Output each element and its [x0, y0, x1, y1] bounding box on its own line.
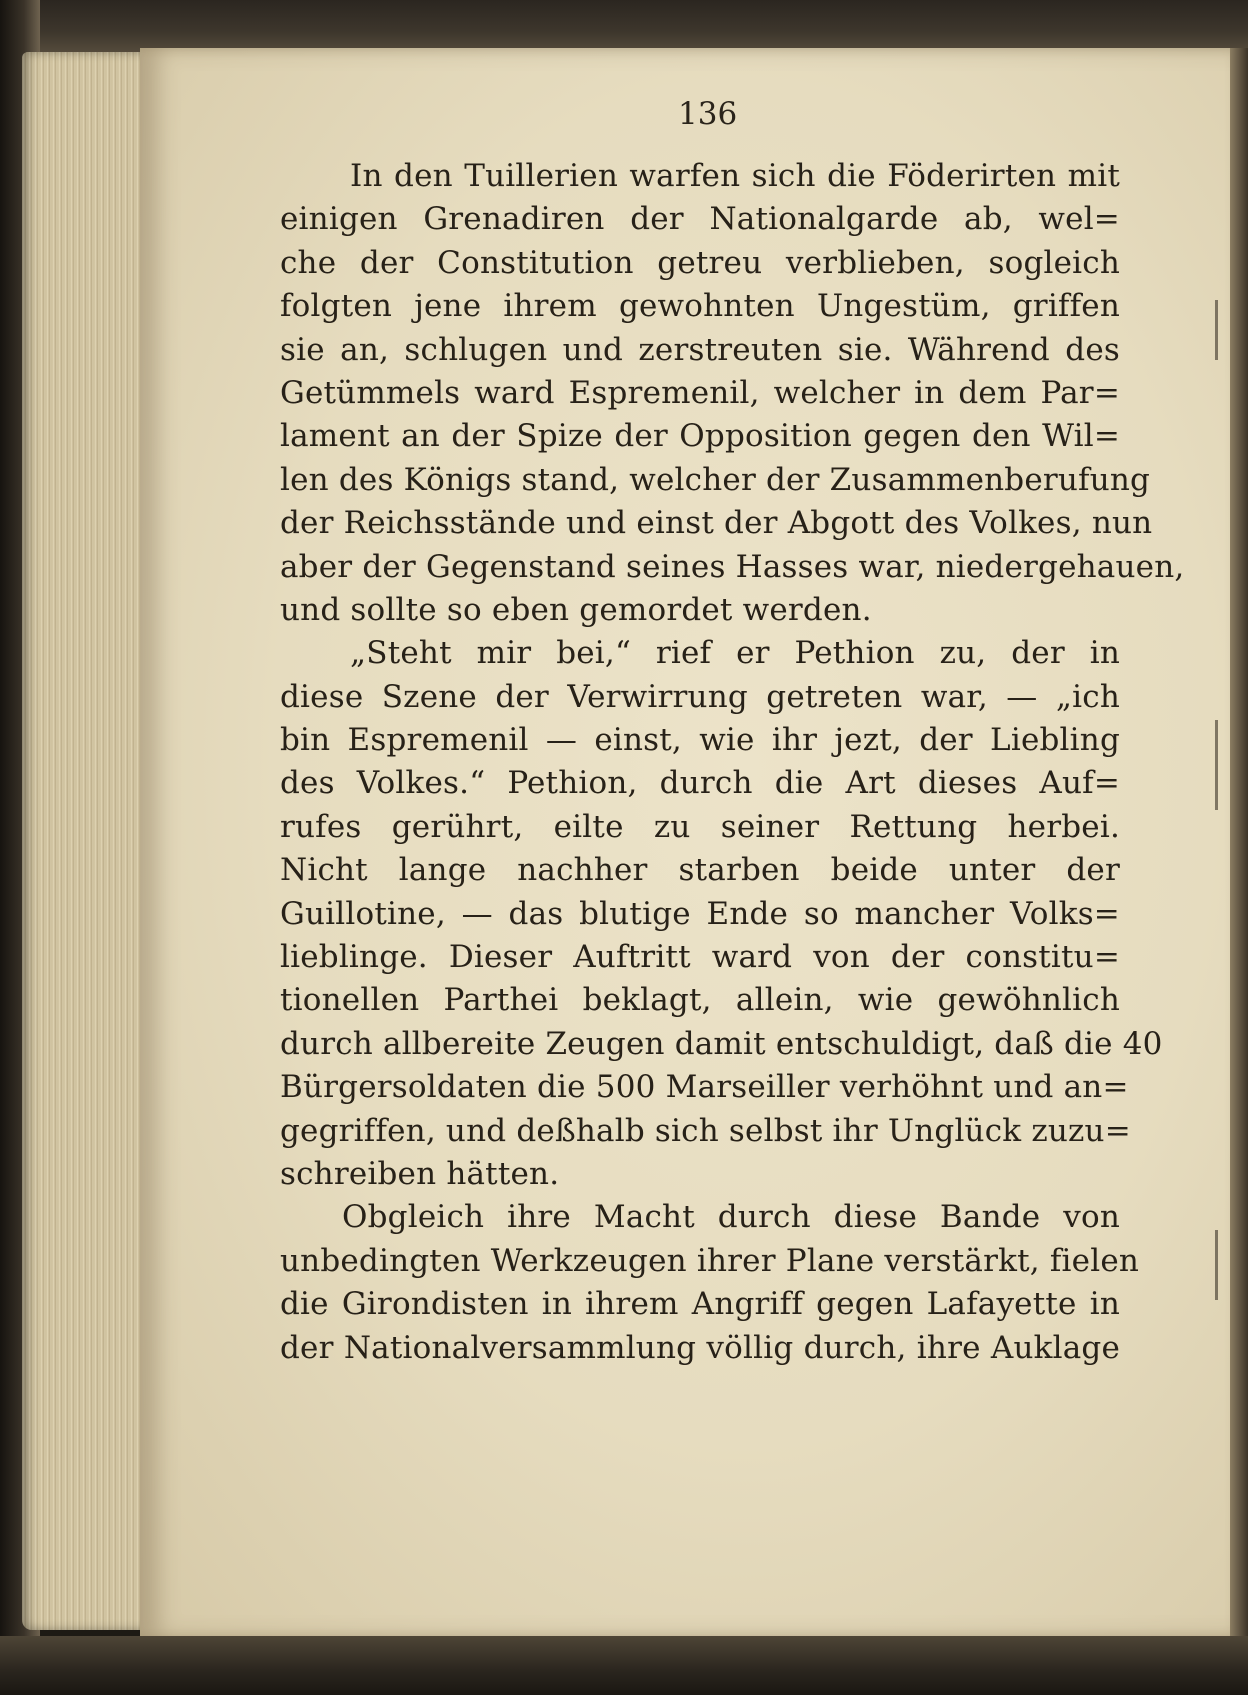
page-edge-mark [1215, 720, 1218, 810]
text-line: aber der Gegenstand seines Hasses war, niedergehauen, [280, 548, 1185, 585]
text-line: In den Tuillerien warfen sich die Föderirten mit [350, 158, 1120, 194]
text-line: lieblinge. Dieser Auftritt ward von der constitu= [280, 939, 1120, 976]
text-line: Bürgersoldaten die 500 Marseiller verhöhnt und an= [280, 1069, 1129, 1106]
text-line: unbedingten Werkzeugen ihrer Plane verstärkt, fielen [280, 1242, 1140, 1279]
body-text [280, 155, 1185, 1370]
page-edge-mark [1215, 1230, 1218, 1300]
text-line: sie an, schlugen und zerstreuten sie. Während des [280, 331, 1120, 368]
book-cover-right [1230, 48, 1248, 1648]
text-line: Guillotine, — das blutige Ende so mancher Volks= [280, 895, 1120, 932]
text-line: Obgleich ihre Macht durch diese Bande von [342, 1199, 1120, 1236]
text-line: Getümmels ward Espremenil, welcher in dem Par= [280, 374, 1120, 411]
text-line: bin Espremenil — einst, wie ihr jezt, der Liebling [280, 722, 1120, 759]
text-line: der Nationalversammlung völlig durch, ihre Auklage [280, 1329, 1120, 1366]
text-line: „Steht mir bei,“ rief er Pethion zu, der in [350, 635, 1120, 672]
text-line: Nicht lange nachher starben beide unter der [280, 852, 1120, 889]
text-line: lament an der Spize der Opposition gegen den Wil= [280, 418, 1120, 455]
page-number: 136 [678, 96, 738, 132]
text-line: che der Constitution getreu verblieben, sogleich [280, 244, 1120, 281]
text-line: schreiben hätten. [280, 1155, 560, 1192]
text-line: diese Szene der Verwirrung getreten war, — „ich [280, 678, 1120, 715]
page-stack-edges [22, 52, 148, 1630]
text-line: und sollte so eben gemordet werden. [280, 591, 872, 628]
page-edge-mark [1215, 300, 1218, 360]
text-line: tionellen Parthei beklagt, allein, wie gewöhnlich [280, 982, 1120, 1019]
text-line: durch allbereite Zeugen damit entschuldigt, daß die 40 [280, 1025, 1163, 1062]
text-line: des Volkes.“ Pethion, durch die Art dieses Auf= [280, 765, 1120, 802]
text-line: der Reichsstände und einst der Abgott des Volkes, nun [280, 505, 1153, 542]
text-line: len des Königs stand, welcher der Zusammenberufung [280, 461, 1151, 498]
text-line: einigen Grenadiren der Nationalgarde ab, wel= [280, 201, 1120, 238]
text-line: die Girondisten in ihrem Angriff gegen Lafayette in [280, 1286, 1120, 1323]
text-line: folgten jene ihrem gewohnten Ungestüm, griffen [280, 288, 1120, 325]
text-line: rufes gerührt, eilte zu seiner Rettung herbei. [280, 808, 1120, 845]
book-cover-bottom [0, 1636, 1248, 1695]
text-line: gegriffen, und deßhalb sich selbst ihr Unglück zuzu= [280, 1112, 1131, 1149]
